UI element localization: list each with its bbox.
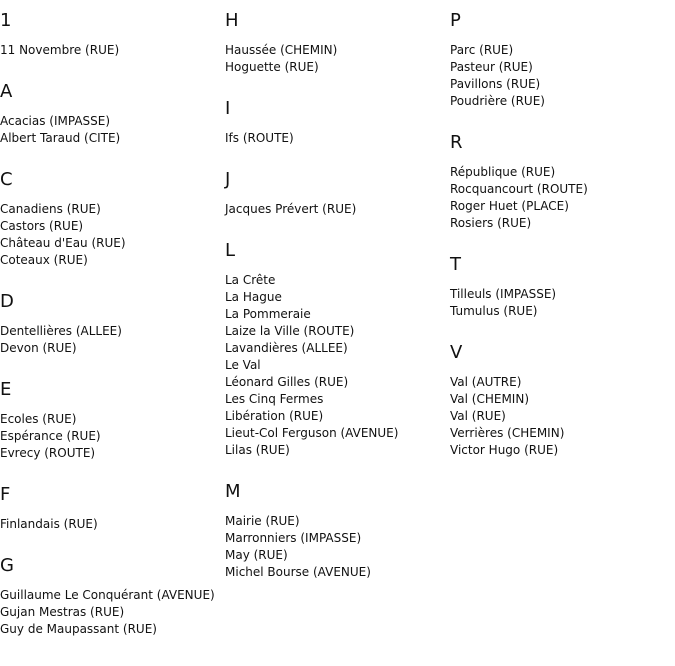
street-list (0, 201, 224, 269)
letter-heading: 1 (0, 10, 12, 31)
letter-heading: J (225, 169, 231, 190)
letter-group (450, 10, 674, 110)
index-column-2 (225, 10, 449, 581)
letter-group (0, 169, 224, 269)
street-list (0, 411, 224, 462)
street-item: Val (CHEMIN) (450, 392, 529, 406)
street-list (450, 286, 674, 320)
letter-heading: E (0, 379, 12, 400)
street-item: Acacias (IMPASSE) (0, 114, 111, 128)
street-list (225, 201, 449, 218)
letter-heading: C (0, 169, 13, 190)
street-item: Devon (RUE) (0, 341, 77, 355)
street-item: La Pommeraie (225, 307, 311, 321)
letter-heading: M (225, 481, 241, 502)
street-item: Espérance (RUE) (0, 429, 101, 443)
letter-heading: P (450, 10, 461, 31)
street-item: Laize la Ville (ROUTE) (225, 324, 355, 338)
street-list (0, 323, 224, 357)
street-item: Verrières (CHEMIN) (450, 426, 565, 440)
street-list (450, 164, 674, 232)
street-item: Lilas (RUE) (225, 443, 290, 457)
street-item: Marronniers (IMPASSE) (225, 531, 362, 545)
street-item: Mairie (RUE) (225, 514, 300, 528)
street-item: Roger Huet (PLACE) (450, 199, 569, 213)
street-item: Dentellières (ALLEE) (0, 324, 122, 338)
street-item: La Hague (225, 290, 282, 304)
street-list (225, 272, 449, 459)
letter-heading: T (450, 254, 461, 275)
street-item: La Crête (225, 273, 276, 287)
street-item: Haussée (CHEMIN) (225, 43, 338, 57)
letter-heading: V (450, 342, 463, 363)
letter-heading: H (225, 10, 239, 31)
street-item: Val (AUTRE) (450, 375, 522, 389)
street-item: Léonard Gilles (RUE) (225, 375, 349, 389)
street-list (225, 130, 449, 147)
street-item: Tilleuls (IMPASSE) (450, 287, 557, 301)
street-item: Michel Bourse (AVENUE) (225, 565, 371, 579)
letter-group (225, 10, 449, 76)
letter-group (0, 291, 224, 357)
street-item: Coteaux (RUE) (0, 253, 88, 267)
letter-group (0, 10, 224, 59)
letter-heading: I (225, 98, 231, 119)
index-column-3 (450, 10, 674, 459)
letter-group (0, 81, 224, 147)
letter-heading: R (450, 132, 463, 153)
letter-heading: F (0, 484, 11, 505)
letter-heading: A (0, 81, 13, 102)
street-item: Victor Hugo (RUE) (450, 443, 559, 457)
street-item: Ifs (ROUTE) (225, 131, 294, 145)
street-item: 11 Novembre (RUE) (0, 43, 120, 57)
street-item: Lieut-Col Ferguson (AVENUE) (225, 426, 399, 440)
letter-group (0, 379, 224, 462)
street-item: Les Cinq Fermes (225, 392, 324, 406)
letter-group (0, 555, 224, 638)
letter-group (450, 342, 674, 459)
street-list (225, 42, 449, 76)
letter-group (225, 98, 449, 147)
street-item: Guy de Maupassant (RUE) (0, 622, 157, 636)
street-item: Le Val (225, 358, 261, 372)
street-list (225, 513, 449, 581)
street-item: Rosiers (RUE) (450, 216, 532, 230)
street-item: Tumulus (RUE) (450, 304, 538, 318)
street-item: Poudrière (RUE) (450, 94, 545, 108)
letter-group (450, 254, 674, 320)
street-item: Parc (RUE) (450, 43, 514, 57)
street-item: May (RUE) (225, 548, 288, 562)
letter-group (225, 240, 449, 459)
street-item: Pavillons (RUE) (450, 77, 541, 91)
street-item: Canadiens (RUE) (0, 202, 101, 216)
street-item: Albert Taraud (CITE) (0, 131, 121, 145)
street-item: Gujan Mestras (RUE) (0, 605, 125, 619)
letter-heading: L (225, 240, 236, 261)
street-list (450, 374, 674, 459)
street-item: Libération (RUE) (225, 409, 324, 423)
letter-group (0, 484, 224, 533)
letter-group (225, 169, 449, 218)
street-list (0, 42, 224, 59)
street-list (0, 113, 224, 147)
street-item: Pasteur (RUE) (450, 60, 533, 74)
street-item: Finlandais (RUE) (0, 517, 98, 531)
street-list (0, 587, 224, 638)
street-item: Val (RUE) (450, 409, 506, 423)
street-item: Château d'Eau (RUE) (0, 236, 126, 250)
street-list (450, 42, 674, 110)
street-item: Rocquancourt (ROUTE) (450, 182, 588, 196)
street-item: Evrecy (ROUTE) (0, 446, 96, 460)
street-item: Hoguette (RUE) (225, 60, 319, 74)
index-column-1 (0, 10, 224, 638)
street-item: Guillaume Le Conquérant (AVENUE) (0, 588, 215, 602)
street-item: Jacques Prévert (RUE) (225, 202, 357, 216)
letter-group (225, 481, 449, 581)
street-item: République (RUE) (450, 165, 556, 179)
letter-heading: D (0, 291, 14, 312)
letter-group (450, 132, 674, 232)
street-item: Ecoles (RUE) (0, 412, 77, 426)
street-list (0, 516, 224, 533)
letter-heading: G (0, 555, 14, 576)
street-item: Lavandières (ALLEE) (225, 341, 348, 355)
street-item: Castors (RUE) (0, 219, 84, 233)
